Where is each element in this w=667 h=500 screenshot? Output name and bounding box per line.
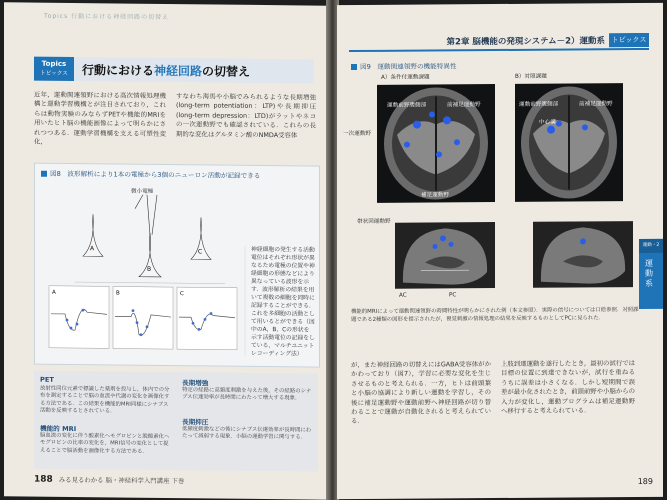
- glossary-box: [34, 371, 318, 472]
- label-ac: AC: [399, 292, 407, 299]
- label-central-sulcus: 中心溝: [539, 119, 556, 126]
- note-term: 長期増強: [182, 379, 209, 388]
- chapter-thumb-tab: [639, 239, 663, 309]
- body-column-2: すなわち海馬や小脳でみられるような長期増強(long-term potentiation：LTP)や長期抑圧(long-term depression：LTD)がラットやネコの一次運動野でも確認されている．これらの長期的な変化はグルタミン酸のNMDA受容体: [176, 92, 316, 139]
- title-pre: 行動における: [82, 63, 155, 78]
- thumb-tab-top: 運動・2: [639, 239, 663, 253]
- note-text: 特定の経路に高頻度刺激を与えた後，その経路のシナプス伝達効率が長時間にわたって増大する現象．: [182, 387, 312, 402]
- figure-8-label: 図8 波形解析により1本の電極から3個のニューロン活動が記録できる: [41, 168, 260, 180]
- label-premotor-ventral: 運動前野腹側部: [387, 102, 427, 109]
- page-title: [82, 61, 250, 80]
- label-premotor-dorsal-b: 前補足運動野: [579, 101, 613, 108]
- chapter-header: [349, 33, 649, 53]
- neuron-label-a: A: [90, 245, 95, 253]
- topics-tag-sub: トピックス: [40, 70, 68, 77]
- figure-9-label: 図9 運動関連領野の機能特異性: [351, 60, 457, 71]
- note-term: 機能的 MRI: [40, 424, 77, 434]
- label-premotor-ventral-b: 運動前野腹側部: [519, 101, 559, 108]
- title-highlight: 神経回路: [154, 63, 203, 79]
- topics-header: [34, 57, 314, 84]
- footer-title: みる見るわかる 脳・神経科学入門講座 下巻: [58, 475, 185, 486]
- label-premotor-dorsal: 前補足運動野: [447, 102, 481, 109]
- topics-tag: [34, 57, 74, 81]
- chapter-heading: 第2章 脳機能の発現システム－2）運動系: [446, 36, 605, 48]
- note-text: 脳血流の変化に伴う酸素化ヘモグロビンと脱酸素化ヘモグロビンの比率の変化を，MRI信号の変化として捉えることで脳活動を画像化する方法である．: [40, 432, 170, 455]
- topics-tag-label: Topics: [41, 59, 67, 68]
- left-page: [4, 2, 328, 499]
- label-m1: 一次運動野: [343, 130, 371, 138]
- right-page: [337, 3, 663, 499]
- note-term: PET: [40, 375, 54, 384]
- page-number: 188: [34, 474, 53, 485]
- body-column-r1: が，また神経回路の切替えにはGABA受容体がかかわっており（図7），学習に必要な変化を生じさせるものと考えられる．一方，ヒトは前頭葉と小脳の協調により新しい運動を学習し，その後に補足運動野や運動前野へ神経回路が切り替わることで運動が自動化されると考えられている．: [351, 360, 491, 426]
- label-cingulate: 帯状回運動野: [357, 218, 391, 225]
- brain-sagittal-b: [533, 221, 633, 288]
- page-footer: [34, 475, 184, 487]
- panel-b-label: B）対照課題: [515, 73, 547, 80]
- neuron-label-c: C: [198, 248, 203, 256]
- svg-text:A: A: [52, 289, 56, 296]
- svg-text:B: B: [116, 290, 120, 297]
- neuron-label-b: B: [147, 265, 152, 273]
- note-term: 長期抑圧: [182, 418, 209, 427]
- note-text: 低頻度刺激などの後にシナプス伝達効率が長時間にわたって減弱する現象．小脳の運動学習に関与する．: [182, 426, 312, 441]
- panel-a-label: A）条件付運動課題: [381, 74, 430, 81]
- waveform-panels: [49, 286, 237, 350]
- electrode-label: 微小電極: [131, 188, 154, 195]
- thumb-tab-label: 運動系: [645, 258, 653, 288]
- body-column-r2: 上肢到達運動を遂行したとき，最初の試行では目標の位置に到達できないが，試行を重ねるうちに誤差は小さくなる．しかし短期間で誤差が最小化されたとき，前頭前野や小脳からの入力が変化し，運動プログラムは補足運動野へ移行すると考えられている．: [501, 359, 635, 416]
- figure-8: [34, 163, 320, 368]
- note-text: 放射性同位元素で標識した薬剤を投与し，体内での分布を測定することで脳の血流や代謝の変化を画像化する方法である．この結果を機能的MRI同様にシナプス活動を反映するとされている．: [40, 385, 170, 415]
- chapter-badge: トピックス: [609, 33, 649, 47]
- figure-8-side-caption: 神経細胞の発生する活動電位はそれぞれ形状が異なるため電極の位置や神経細胞の形態などにより異なっている波形を示す．波形解析の結果を用いて複数の細胞を同時に記録することができる．これを多細胞の活動として用いるとができる（図中のA，B，Cの形状を示す活動電位の記録をしている，マルチユニットレコーディング法）: [251, 246, 315, 358]
- figure-9-caption: 機能的MRIによって運動関連領野の時間特性が明らかにされた例（本文参照）．実際の信号については口絵参照．対照課題である2種類の図形を提示されたが，視覚刺激の情報処理の結果を反映するものとしてPCに見られた．: [351, 307, 639, 323]
- figure-marker-icon: [351, 64, 357, 70]
- chapter-rule: [349, 48, 649, 52]
- label-pc: PC: [449, 292, 457, 299]
- brain-sagittal-a: [395, 222, 495, 289]
- svg-text:C: C: [180, 291, 184, 298]
- body-column-1: 近年，運動関連領野における高次情報処理機構と運動学習機構とが注目されており，これらは動物実験のみならずPETや機能的MRIを用いたヒト脳の機能画像によって明らかにされつつある．運動学習機構を支える可塑性変化，: [34, 90, 166, 146]
- label-sma: 補足運動野: [421, 192, 449, 199]
- running-head: Topics 行動における神経回路の切替え: [44, 12, 170, 22]
- page-number-right: 189: [637, 476, 653, 487]
- title-post: の切替え: [202, 64, 251, 79]
